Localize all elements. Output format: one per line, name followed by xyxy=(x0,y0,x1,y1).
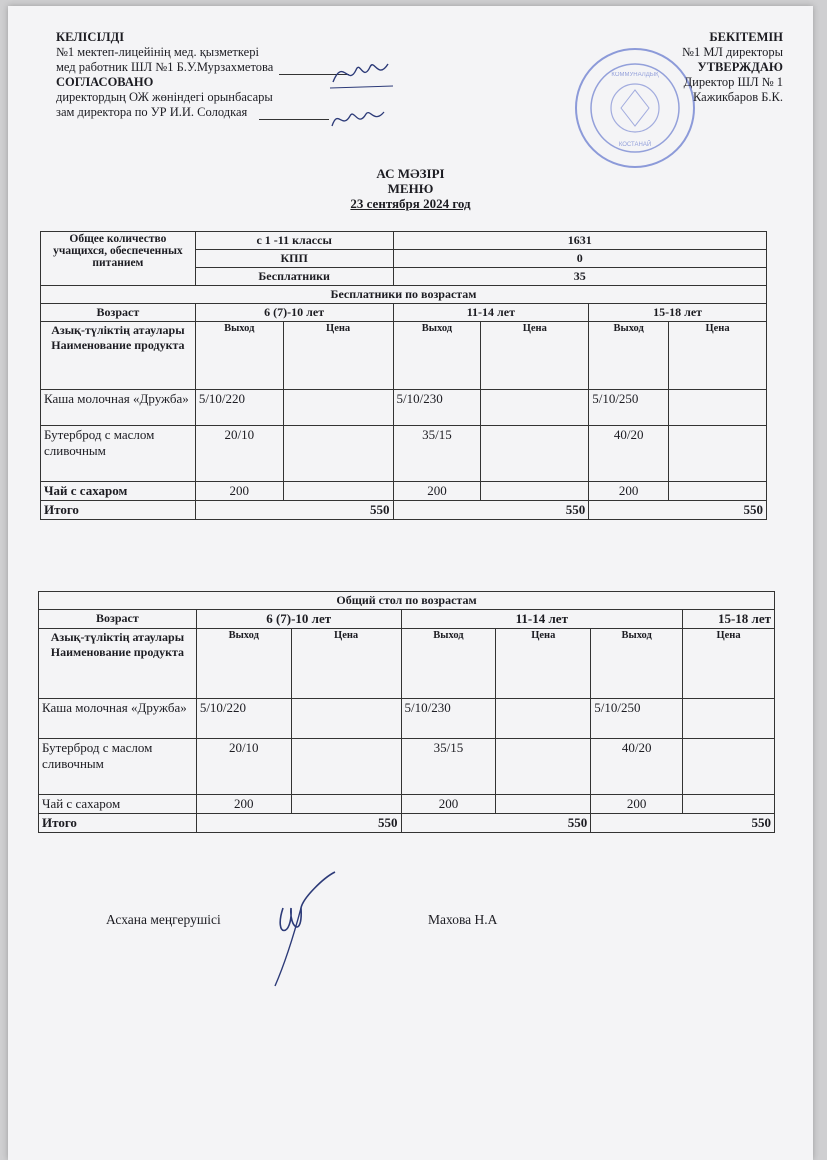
table-row xyxy=(39,795,775,814)
product-name: Каша молочная «Дружба» xyxy=(41,390,196,426)
deputy-title-ru: зам директора по УР И.И. Солодкая xyxy=(56,105,248,119)
cell-value xyxy=(683,739,775,795)
col-label: Цена xyxy=(669,322,767,390)
cell-value xyxy=(291,739,401,795)
cell-value: 35/15 xyxy=(401,739,496,795)
col-label: Цена xyxy=(496,629,591,699)
signature-image xyxy=(263,868,353,988)
agreed-label-ru: СОГЛАСОВАНО xyxy=(56,75,154,89)
section-title: Бесплатники по возрастам xyxy=(41,286,767,304)
document-page xyxy=(8,6,813,1160)
cell-value: 200 xyxy=(393,482,481,501)
menu-date: 23 сентября 2024 год xyxy=(350,196,471,211)
cell-value: 200 xyxy=(401,795,496,814)
cell-value: 200 xyxy=(196,795,291,814)
table-row xyxy=(41,426,767,482)
product-header: Азық-түліктің атаулары Наименование продукта xyxy=(39,629,197,699)
cell-value: 5/10/220 xyxy=(196,699,291,739)
cell-value xyxy=(283,390,393,426)
cell-value xyxy=(683,699,775,739)
product-name: Бутерброд с маслом сливочным xyxy=(41,426,196,482)
cell-value xyxy=(496,699,591,739)
cell-value: 5/10/220 xyxy=(195,390,283,426)
summary-row-name: КПП xyxy=(195,250,393,268)
col-label: Выход xyxy=(589,322,669,390)
canteen-head-label: Асхана меңгерушісі xyxy=(106,912,221,927)
signature-image xyxy=(328,104,388,134)
summary-row-name: с 1 -11 классы xyxy=(195,232,393,250)
age-group: 15-18 лет xyxy=(683,610,775,629)
cell-value xyxy=(496,795,591,814)
menu-title-ru: МЕНЮ xyxy=(387,181,434,196)
cell-value xyxy=(283,426,393,482)
cell-value xyxy=(496,739,591,795)
svg-text:КОСТАНАЙ: КОСТАНАЙ xyxy=(618,142,652,148)
deputy-title-kz: директордың ОЖ жөніндегі орынбасары xyxy=(56,90,273,104)
cell-value xyxy=(669,426,767,482)
total-row xyxy=(41,501,767,520)
cell-value: 40/20 xyxy=(589,426,669,482)
approval-block-left xyxy=(56,30,349,120)
menu-title-kz: АС МӘЗІРІ xyxy=(376,166,445,181)
cell-value: 5/10/230 xyxy=(401,699,496,739)
col-label: Цена xyxy=(481,322,589,390)
cell-value: 20/10 xyxy=(195,426,283,482)
cell-value: 200 xyxy=(195,482,283,501)
table-row xyxy=(41,390,767,426)
summary-row-value: 35 xyxy=(393,268,767,286)
total-value: 550 xyxy=(589,501,767,520)
col-label: Выход xyxy=(393,322,481,390)
summary-row-value: 1631 xyxy=(393,232,767,250)
summary-row-value: 0 xyxy=(393,250,767,268)
product-name: Чай с сахаром xyxy=(39,795,197,814)
cell-value: 40/20 xyxy=(591,739,683,795)
director-title-ru: Директор ШЛ № 1 xyxy=(683,75,783,89)
total-value: 550 xyxy=(401,814,591,833)
menu-title xyxy=(8,166,813,211)
age-group: 15-18 лет xyxy=(589,304,767,322)
age-group: 11-14 лет xyxy=(393,304,589,322)
total-value: 550 xyxy=(591,814,775,833)
cell-value xyxy=(481,482,589,501)
signature-image xyxy=(328,52,398,92)
cell-value xyxy=(669,482,767,501)
total-value: 550 xyxy=(393,501,589,520)
total-value: 550 xyxy=(195,501,393,520)
signature-line xyxy=(259,109,329,120)
col-label: Выход xyxy=(196,629,291,699)
age-group: 11-14 лет xyxy=(401,610,683,629)
students-count-label: Общее количество учащихся, обеспеченных питанием xyxy=(41,232,196,286)
general-meals-table xyxy=(38,591,775,833)
cell-value xyxy=(669,390,767,426)
col-label: Выход xyxy=(195,322,283,390)
cell-value xyxy=(283,482,393,501)
approve-label-ru: УТВЕРЖДАЮ xyxy=(697,60,783,74)
col-label: Цена xyxy=(291,629,401,699)
product-name: Каша молочная «Дружба» xyxy=(39,699,197,739)
col-label: Цена xyxy=(683,629,775,699)
cell-value: 35/15 xyxy=(393,426,481,482)
approval-block-right xyxy=(682,30,783,105)
total-value: 550 xyxy=(196,814,401,833)
product-header: Азық-түліктің атаулары Наименование продукта xyxy=(41,322,196,390)
product-name: Бутерброд с маслом сливочным xyxy=(39,739,197,795)
cell-value xyxy=(291,699,401,739)
canteen-head-name: Махова Н.А xyxy=(428,912,498,927)
summary-row-name: Бесплатники xyxy=(195,268,393,286)
approve-label-kz: БЕКІТЕМІН xyxy=(709,30,783,44)
cell-value xyxy=(683,795,775,814)
cell-value: 5/10/250 xyxy=(591,699,683,739)
free-meals-table xyxy=(40,231,767,520)
age-group: 6 (7)-10 лет xyxy=(196,610,401,629)
director-name: Кажикбаров Б.К. xyxy=(692,90,783,104)
cell-value: 200 xyxy=(591,795,683,814)
col-label: Выход xyxy=(591,629,683,699)
svg-text:КОММУНАЛДЫҚ: КОММУНАЛДЫҚ xyxy=(611,72,659,78)
cell-value xyxy=(481,390,589,426)
total-label: Итого xyxy=(41,501,196,520)
school-seal-stamp xyxy=(573,46,698,171)
cell-value: 20/10 xyxy=(196,739,291,795)
agreed-label: КЕЛІСІЛДІ xyxy=(56,30,125,44)
cell-value: 200 xyxy=(589,482,669,501)
age-label: Возраст xyxy=(39,610,197,629)
table-row xyxy=(39,739,775,795)
cell-value: 5/10/230 xyxy=(393,390,481,426)
age-label: Возраст xyxy=(41,304,196,322)
product-name: Чай с сахаром xyxy=(41,482,196,501)
med-worker-title-kz: №1 мектеп-лицейінің мед. қызметкері xyxy=(56,45,259,59)
section-title: Общий стол по возрастам xyxy=(39,592,775,610)
total-row xyxy=(39,814,775,833)
cell-value: 5/10/250 xyxy=(589,390,669,426)
table-row xyxy=(39,699,775,739)
total-label: Итого xyxy=(39,814,197,833)
age-group: 6 (7)-10 лет xyxy=(195,304,393,322)
cell-value xyxy=(481,426,589,482)
table-row xyxy=(41,482,767,501)
col-label: Цена xyxy=(283,322,393,390)
cell-value xyxy=(291,795,401,814)
director-title-kz: №1 МЛ директоры xyxy=(682,45,783,59)
col-label: Выход xyxy=(401,629,496,699)
med-worker-title-ru: мед работник ШЛ №1 Б.У.Мурзахметова xyxy=(56,60,274,74)
